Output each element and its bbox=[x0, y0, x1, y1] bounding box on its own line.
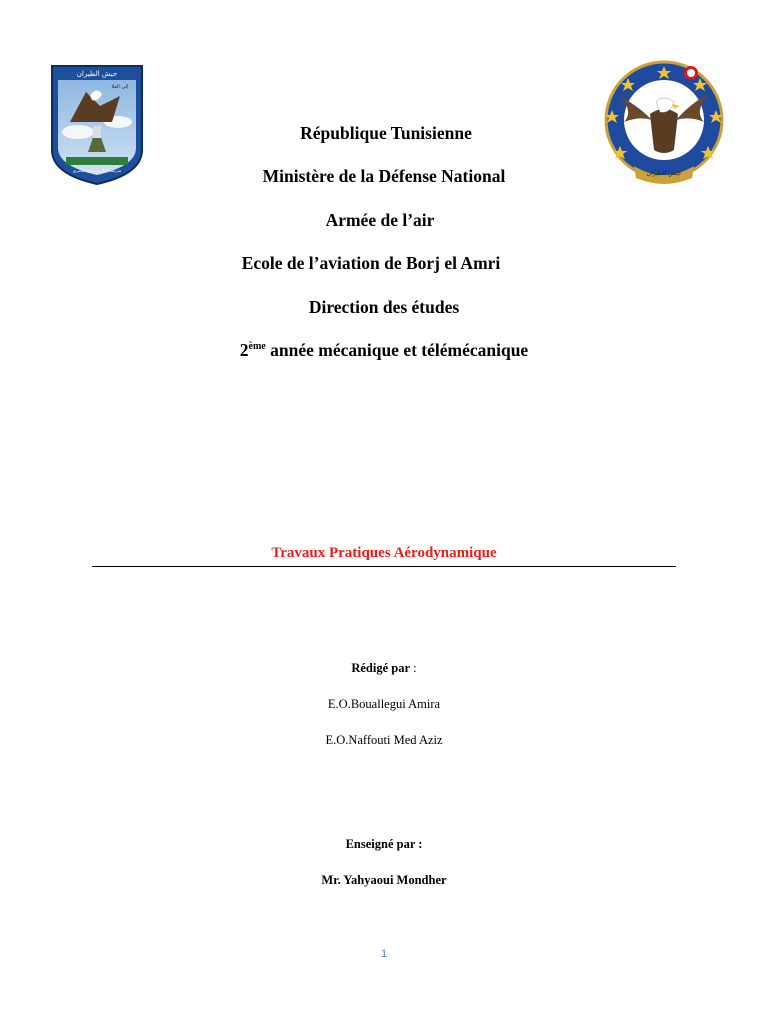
emblem-arabic-banner: جيش الطيران bbox=[646, 170, 682, 177]
title-underline bbox=[92, 566, 676, 567]
ministry-heading: Ministère de la Défense National bbox=[262, 166, 506, 186]
school-heading: Ecole de l’aviation de Borj el Amri bbox=[241, 253, 501, 273]
teacher-label: Enseigné par : bbox=[345, 837, 423, 851]
year-program: année mécanique et télémécanique bbox=[265, 340, 529, 360]
crest-arabic-bottom: مدرسة الطيران ببرج العامري bbox=[72, 168, 122, 173]
year-heading bbox=[0, 340, 768, 361]
crest-arabic-mid: إلى العلا bbox=[111, 84, 129, 90]
republic-heading: République Tunisienne bbox=[300, 123, 472, 143]
page-number: 1 bbox=[380, 948, 388, 960]
direction-heading: Direction des études bbox=[308, 297, 460, 317]
teacher-name: Mr. Yahyaoui Mondher bbox=[321, 873, 447, 887]
crest-arabic-top: جيش الطيران bbox=[76, 70, 118, 78]
author-name: E.O.Bouallegui Amira bbox=[327, 697, 441, 711]
air-force-heading: Armée de l’air bbox=[325, 210, 435, 230]
document-title: Travaux Pratiques Aérodynamique bbox=[271, 545, 497, 561]
year-superscript: ème bbox=[248, 341, 266, 352]
authors-label-text: Rédigé par bbox=[351, 661, 411, 675]
year-number: 2 bbox=[239, 340, 249, 360]
authors-label bbox=[0, 661, 768, 676]
authors-label-colon: : bbox=[410, 661, 417, 675]
author-name: E.O.Naffouti Med Aziz bbox=[325, 733, 443, 747]
